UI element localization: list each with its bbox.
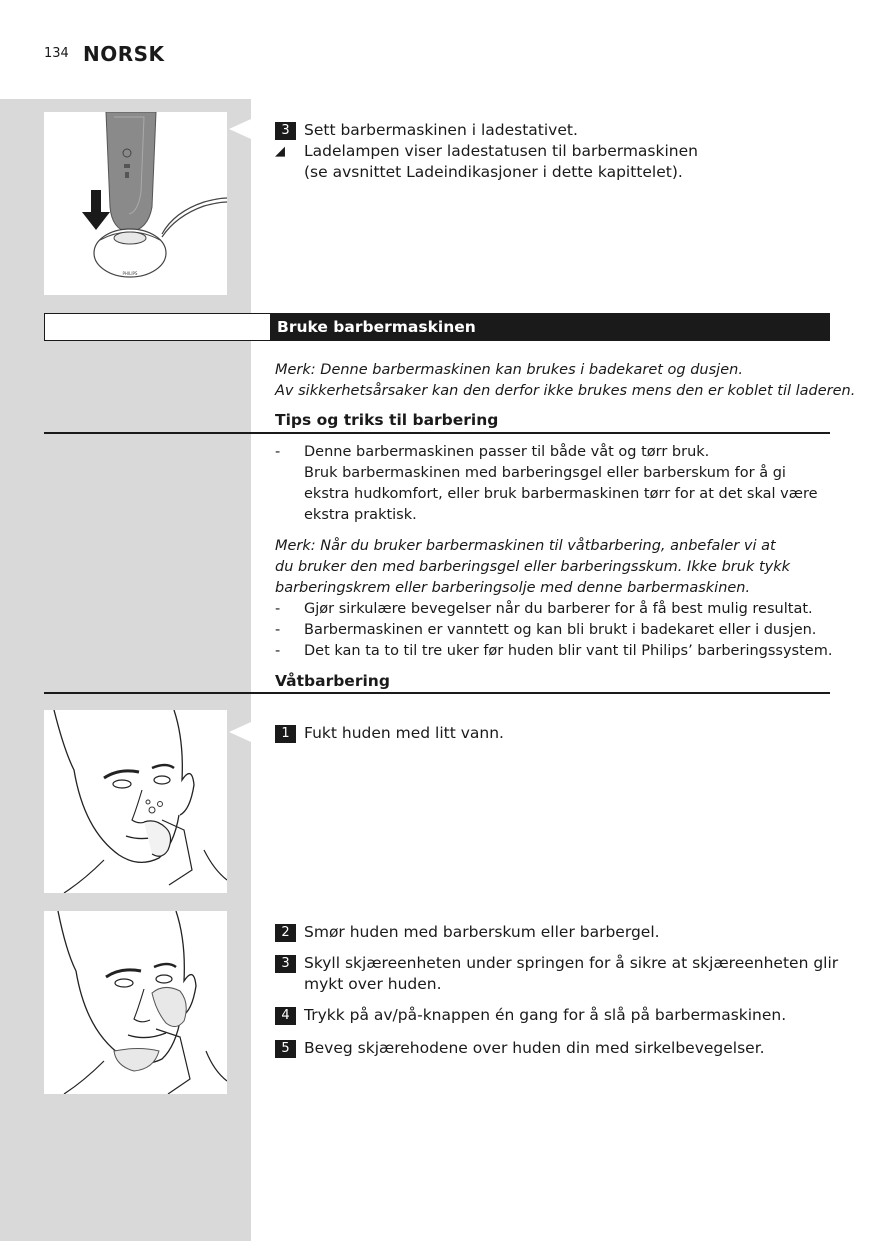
result-arrow-icon: ◢ xyxy=(275,144,285,159)
safety-note-line2: Av sikkerhetsårsaker kan den derfor ikke brukes mens den er koblet til laderen. xyxy=(275,383,856,399)
wet-shaving-heading: Våtbarbering xyxy=(275,672,390,690)
step-number: 4 xyxy=(275,1007,296,1025)
list-item: - Gjør sirkulære bevegelser når du barberer for å få best mulig resultat. xyxy=(275,601,813,617)
list-item: - Denne barbermaskinen passer til både våt og tørr bruk. Bruk barbermaskinen med barberingsgel eller barberskum for å gi ekstra hudkomfort, eller bruk barbermaskinen tørr for at det skal være ekstra praktisk. xyxy=(275,444,818,523)
down-arrow-icon xyxy=(82,190,110,230)
pointer-1 xyxy=(229,119,251,139)
wet-step-3: 3 Skyll skjæreenheten under springen for å sikre at skjæreenheten glir mykt over huden. xyxy=(275,953,835,995)
section-header-title: Bruke barbermaskinen xyxy=(277,318,476,336)
illustration-wet-face xyxy=(44,710,227,893)
illustration-charging xyxy=(44,112,227,295)
wet-steps-2-5 xyxy=(275,922,839,1059)
wet-shaving-rule xyxy=(44,692,830,694)
wet-step-4: 4 Trykk på av/på-knappen én gang for å slå på barbermaskinen. xyxy=(275,1005,835,1026)
step-number: 2 xyxy=(275,924,296,942)
section-header-bar xyxy=(44,313,830,341)
tips-rule xyxy=(44,432,830,434)
safety-note-line1: Merk: Denne barbermaskinen kan brukes i badekaret og dusjen. xyxy=(275,362,743,378)
step-number: 3 xyxy=(275,955,296,973)
charge-step xyxy=(275,120,835,183)
safety-note xyxy=(275,360,856,402)
wet-step-5: 5 Beveg skjærehodene over huden din med sirkelbevegelser. xyxy=(275,1038,835,1059)
pointer-2 xyxy=(229,722,251,742)
tips-list xyxy=(275,442,835,662)
wet-step-1: 1 Fukt huden med litt vann. xyxy=(275,723,835,744)
list-item: - Barbermaskinen er vanntett og kan bli brukt i badekaret eller i dusjen. xyxy=(275,622,817,638)
illustration-foam-face xyxy=(44,911,227,1094)
step-number: 3 xyxy=(275,122,296,140)
section-title: NORSK xyxy=(83,42,165,66)
charge-step-text: Sett barbermaskinen i ladestativet. xyxy=(304,121,578,139)
wet-step-2: 2 Smør huden med barberskum eller barbergel. xyxy=(275,922,835,943)
brand-label: PHILIPS xyxy=(122,271,138,276)
step-number: 5 xyxy=(275,1040,296,1058)
wet-shave-note: Merk: Når du bruker barbermaskinen til våtbarbering, anbefaler vi at du bruker den med barberingsgel eller barberingsskum. Ikke bruk tykk barberingskrem eller barberingsolje med denne barbermaskinen. xyxy=(275,538,790,596)
tips-heading: Tips og triks til barbering xyxy=(275,411,499,429)
step-number: 1 xyxy=(275,725,296,743)
page-number: 134 xyxy=(44,46,69,61)
charge-result-line2: (se avsnittet Ladeindikasjoner i dette kapittelet). xyxy=(304,163,683,181)
list-item: - Det kan ta to til tre uker før huden blir vant til Philips’ barberingssystem. xyxy=(275,643,833,659)
charge-result-line1: Ladelampen viser ladestatusen til barbermaskinen xyxy=(304,142,698,160)
